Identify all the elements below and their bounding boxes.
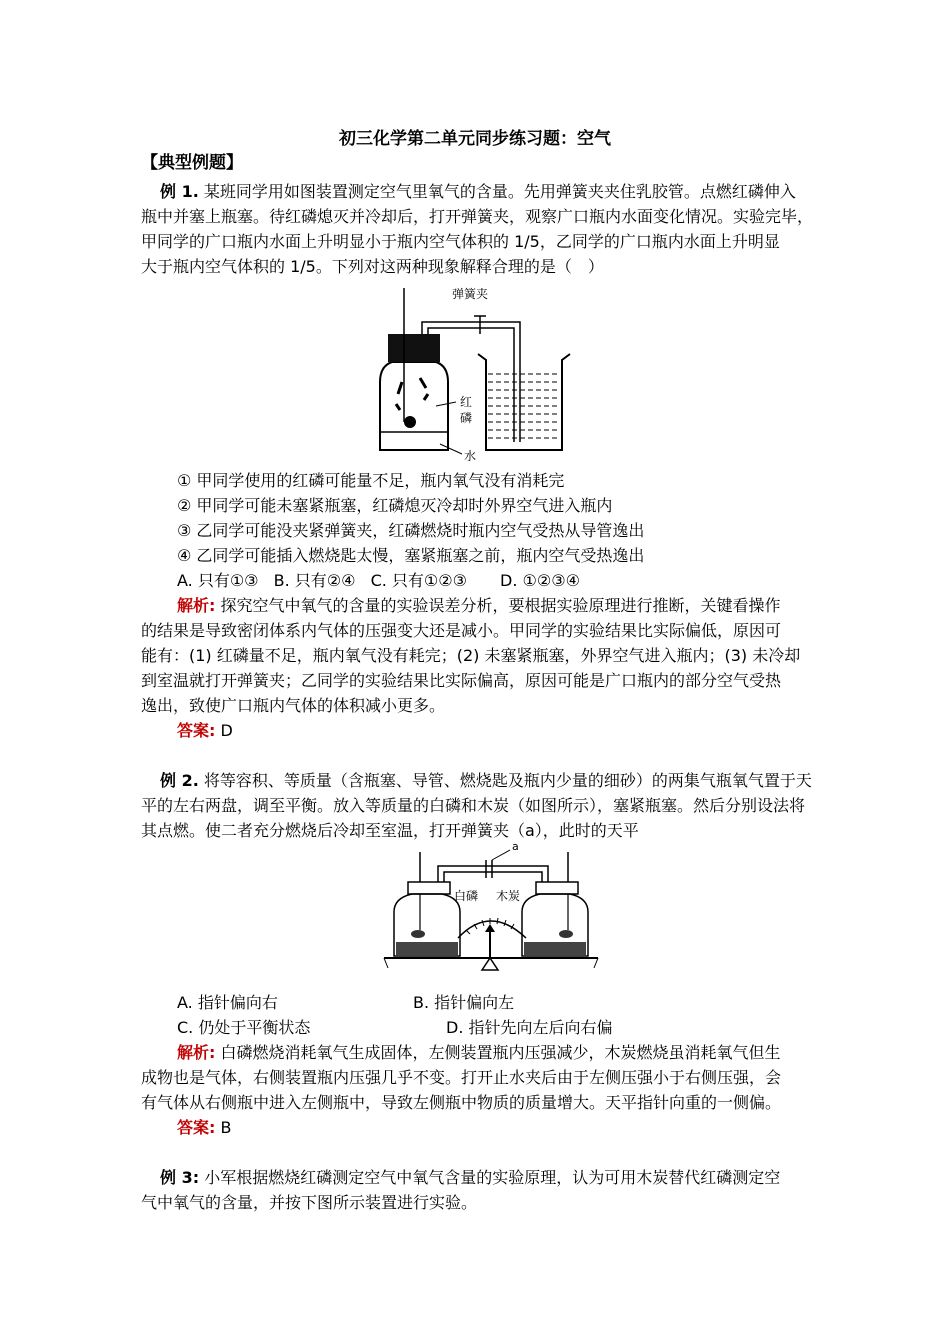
white-phos-label: 白磷 (454, 889, 479, 903)
ex2-option-d: D. 指针先向左后向右偏 (446, 1018, 613, 1037)
ex3-line-1 (160, 1168, 780, 1188)
ex2-balance-figure (378, 838, 604, 988)
ex1-analysis-label: 解析: (177, 596, 216, 615)
ex1-item-4: ④ 乙同学可能插入燃烧匙太慢，塞紧瓶塞之前，瓶内空气受热逸出 (177, 546, 645, 565)
section-heading: 【典型例题】 (141, 153, 243, 173)
ex1-item-2: ② 甲同学可能未塞紧瓶塞，红磷熄灭冷却时外界空气进入瓶内 (177, 496, 613, 515)
clamp-a-label: a (512, 840, 519, 853)
ex1-analysis-line-5: 逸出，致使广口瓶内气体的体积减小更多。 (141, 696, 446, 715)
charcoal-label: 木炭 (496, 889, 521, 903)
ex1-item-1: ① 甲同学使用的红磷可能量不足，瓶内氧气没有消耗完 (177, 471, 565, 490)
ex2-analysis-text-1: 白磷燃烧消耗氧气生成固体，左侧装置瓶内压强减少，木炭燃烧虽消耗氧气但生 (220, 1043, 781, 1062)
ex2-analysis-line-2: 成物也是气体，右侧装置瓶内压强几乎不变。打开止水夹后由于左侧压强小于右侧压强，会 (141, 1068, 782, 1087)
ex2-option-c: C. 仍处于平衡状态 (177, 1018, 311, 1037)
ex1-line-3: 甲同学的广口瓶内水面上升明显小于瓶内空气体积的 1/5，乙同学的广口瓶内水面上升明显 (141, 232, 780, 251)
ex1-item-3: ③ 乙同学可能没夹紧弹簧夹，红磷燃烧时瓶内空气受热从导管逸出 (177, 521, 645, 540)
ex1-analysis-line-3: 能有：(1) 红磷量不足，瓶内氧气没有耗完；(2) 未塞紧瓶塞，外界空气进入瓶内；(3) 未冷却 (141, 646, 801, 665)
ex2-line-2: 平的左右两盘，调至平衡。放入等质量的白磷和木炭（如图所示），塞紧瓶塞。然后分别设法将 (141, 796, 806, 815)
ex2-answer-label: 答案: (177, 1118, 216, 1137)
phos-label-1: 红 (460, 395, 473, 409)
ex1-answer-value: D (220, 721, 233, 740)
ex3-line-2: 气中氧气的含量，并按下图所示装置进行实验。 (141, 1193, 478, 1212)
ex1-line-4: 大于瓶内空气体积的 1/5。下列对这两种现象解释合理的是（ ） (141, 257, 604, 276)
ex2-analysis-line-1 (177, 1043, 781, 1063)
ex1-option-c: C. 只有①②③ (370, 571, 467, 590)
ex2-label: 例 2. (160, 771, 199, 790)
ex1-text-1: 某班同学用如图装置测定空气里氧气的含量。先用弹簧夹夹住乳胶管。点燃红磷伸入 (203, 182, 796, 201)
ex2-option-b: B. 指针偏向左 (413, 993, 515, 1012)
ex1-analysis-line-4: 到室温就打开弹簧夹；乙同学的实验结果比实际偏高，原因可能是广口瓶内的部分空气受热 (141, 671, 782, 690)
ex1-option-b: B. 只有②④ (273, 571, 356, 590)
ex1-answer-label: 答案: (177, 721, 216, 740)
ex2-line-1 (160, 771, 812, 791)
clamp-label: 弹簧夹 (452, 287, 489, 301)
ex2-analysis-line-3: 有气体从右侧瓶中进入左侧瓶中，导致左侧瓶中物质的质量增大。天平指针向重的一侧偏。 (141, 1093, 782, 1112)
ex1-answer-line (177, 721, 233, 741)
ex1-analysis-line-2: 的结果是导致密闭体系内气体的压强变大还是减小。甲同学的实验结果比实际偏低，原因可 (141, 621, 782, 640)
phos-label-2: 磷 (460, 411, 473, 425)
ex2-answer-line (177, 1118, 231, 1138)
ex1-line-1 (160, 182, 796, 202)
ex1-line-2: 瓶中并塞上瓶塞。待红磷熄灭并冷却后，打开弹簧夹，观察广口瓶内水面变化情况。实验完毕， (141, 207, 814, 226)
ex1-analysis-text-1: 探究空气中氧气的含量的实验误差分析，要根据实验原理进行推断，关键看操作 (220, 596, 781, 615)
ex1-option-a: A. 只有①③ (177, 571, 259, 590)
page-title: 初三化学第二单元同步练习题：空气 (339, 129, 611, 149)
ex1-option-d: D. ①②③④ (500, 571, 580, 590)
ex1-options (177, 571, 580, 591)
ex1-label: 例 1. (160, 182, 199, 201)
water-label: 水 (464, 449, 477, 462)
ex2-line-3: 其点燃。使二者充分燃烧后冷却至室温，打开弹簧夹（a），此时的天平 (141, 821, 639, 840)
ex3-label: 例 3: (160, 1168, 200, 1187)
ex2-analysis-label: 解析: (177, 1043, 216, 1062)
ex2-text-1: 将等容积、等质量（含瓶塞、导管、燃烧匙及瓶内少量的细砂）的两集气瓶氧气置于天 (203, 771, 812, 790)
ex2-option-a: A. 指针偏向右 (177, 993, 278, 1012)
ex1-apparatus-figure (370, 282, 580, 462)
ex1-analysis-line-1 (177, 596, 781, 616)
ex3-text-1: 小军根据燃烧红磷测定空气中氧气含量的实验原理，认为可用木炭替代红磷测定空 (204, 1168, 781, 1187)
ex2-answer-value: B (220, 1118, 232, 1137)
